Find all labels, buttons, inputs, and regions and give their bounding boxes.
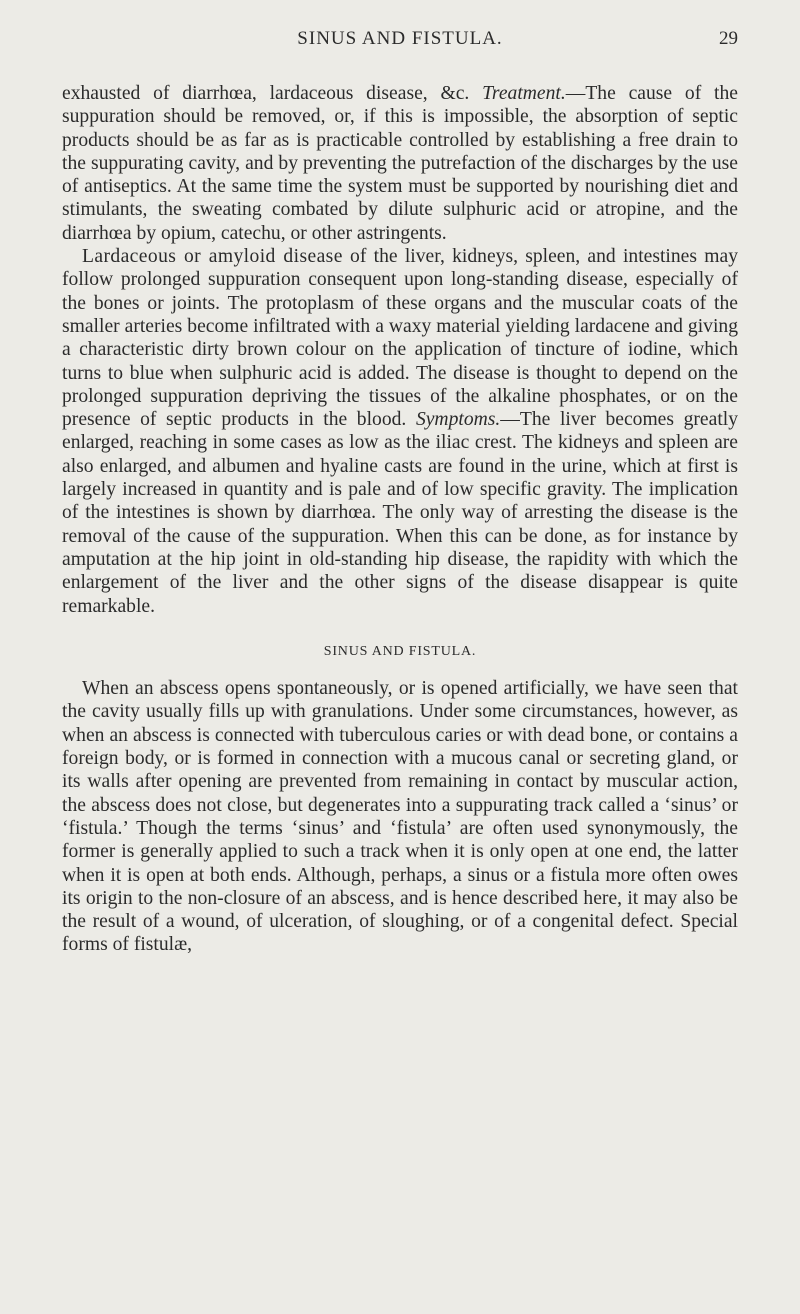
paragraph-treatment [62, 82, 738, 245]
lardaceous-heading: Lardaceous or amyloid disease [82, 246, 343, 268]
paragraph-lardaceous [62, 245, 738, 618]
body-text [62, 82, 738, 957]
section-heading: SINUS AND FISTULA. [323, 643, 477, 659]
paragraph-sinus: When an abscess opens spontaneously, or is opened artificially, we have seen that the cavity usually fills up with granulations. Under some circumstances, however, as when an abscess is connected with tuberculous caries or with dead bone, or contains a foreign body, or is formed in connection with a mucous canal or secreting gland, or its walls after opening are prevented from remaining in contact by muscular action, the abscess does not close, but degenerates into a suppurating track called a ‘sinus’ or ‘fistula.’ Though the terms ‘sinus’ and ‘fistula’ are often used synonymously, the former is generally applied to such a track when it is only open at one end, the latter when it is open at both ends. Although, perhaps, a sinus or a fistula more often owes its origin to the non-closure of an abscess, and is hence described here, it may also be the result of a wound, of ulceration, of sloughing, or of a congenital defect. Special forms of fistulæ, [62, 678, 738, 956]
page-number: 29 [719, 28, 738, 49]
running-title: SINUS AND FISTULA. [297, 28, 503, 49]
paragraph-text: exhausted of diarrhœa, lardaceous disease, &c. [62, 83, 483, 104]
running-head [62, 28, 738, 58]
paragraph-text: —The cause of the suppuration should be removed, or, if this is impossible, the absorption of septic products should be as far as is practicable controlled by establishing a free drain to the suppurating cavity, and by preventing the putrefaction of the discharges by the use of antiseptics. At the same time the system must be supported by nourishing diet and stimulants, the sweating combated by dilute sulphuric acid or atropine, and the diarrhœa by opium, catechu, or other astringents. [62, 83, 738, 244]
paragraph-text: —The liver becomes greatly enlarged, reaching in some cases as low as the iliac crest. The kidneys and spleen are also enlarged, and albumen and hyaline casts are found in the urine, which at first is largely increased in quantity and is pale and of low specific gravity. The implication of the intestines is shown by diarrhœa. The only way of arresting the disease is the removal of the cause of the suppuration. When this can be done, as for instance by amputation at the hip joint in old-standing hip disease, the rapidity with which the enlargement of the liver and the other signs of the disease disappear is quite remarkable. [62, 409, 739, 617]
symptoms-label: Symptoms. [415, 409, 501, 431]
treatment-label: Treatment. [482, 83, 566, 104]
paragraph-text: of the liver, kidneys, spleen, and intestines may follow prolonged suppuration consequent upon long-standing disease, especially of the bones or joints. The protoplasm of these organs and the muscular coats of the smaller arteries become infiltrated with a waxy material yielding lardacene and giving a characteristic dirty brown colour on the application of tincture of iodine, which turns to blue when sulphuric acid is added. The disease is thought to depend on the prolonged suppuration depriving the tissues of the alkaline phosphates, or on the presence of septic products in the blood. [62, 246, 738, 431]
